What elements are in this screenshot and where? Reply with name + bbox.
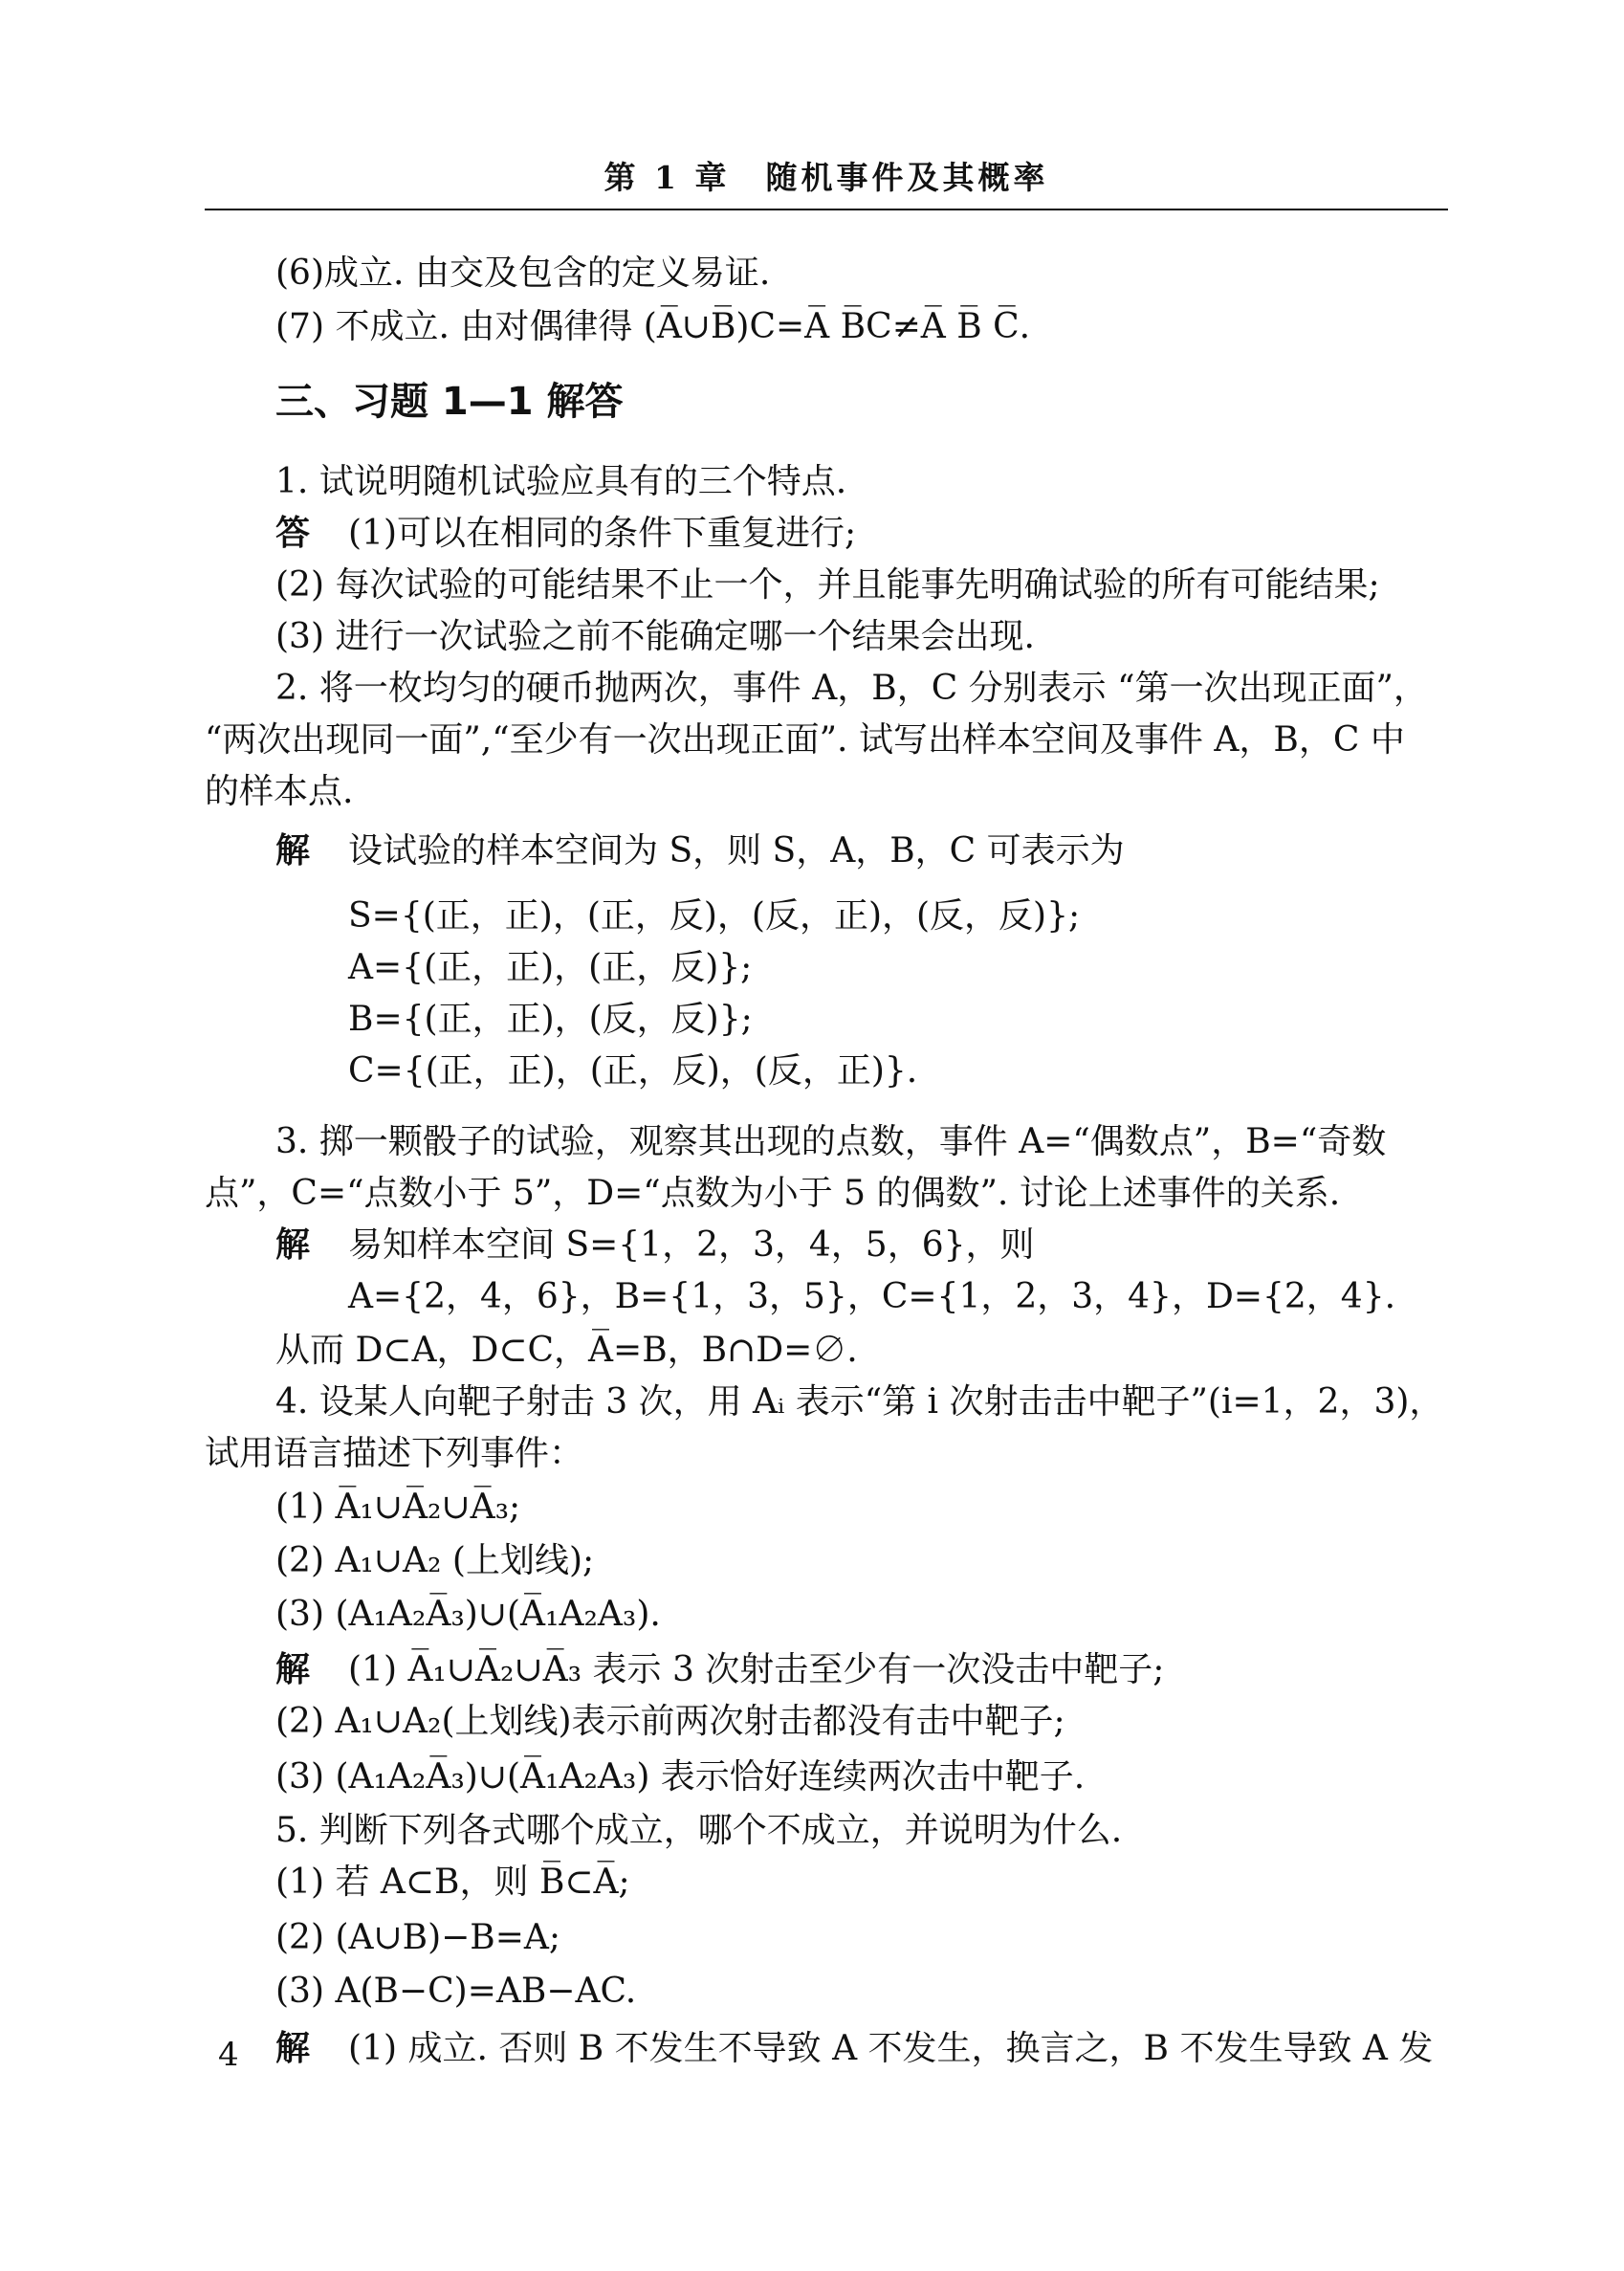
text-line: (3) (A₁A₂A̅₃)∪(A̅₁A₂A₃) 表示恰好连续两次击中靶子. (275, 1757, 1086, 1797)
solution-line (275, 1223, 1035, 1268)
solution-label: 解 (275, 1225, 311, 1265)
formula: (2) (A∪B)−B=A; (275, 1918, 561, 1957)
formula: (3) (A₁A₂A̅₃)∪(A̅₁A₂A₃). (275, 1595, 661, 1634)
question: 1. 试说明随机试验应具有的三个特点. (275, 462, 847, 501)
question: 5. 判断下列各式哪个成立，哪个不成立，并说明为什么. (275, 1811, 1123, 1850)
solution-label: 解 (275, 831, 311, 871)
question: 2. 将一枚均匀的硬币抛两次，事件 A，B，C 分别表示 “第一次出现正面”， (275, 669, 1428, 708)
text-line: (6)成立. 由交及包含的定义易证. (275, 254, 771, 293)
text-line: (2) A₁∪A₂(上划线)表示前两次射击都没有击中靶子; (275, 1702, 1065, 1741)
page-number: 4 (218, 2036, 239, 2074)
solution-line (275, 1647, 1164, 1693)
running-header: 第 1 章 随机事件及其概率 (604, 159, 1049, 196)
text-line: 点”，C=“点数小于 5”，D=“点数为小于 5 的偶数”. 讨论上述事件的关系. (205, 1174, 1341, 1213)
header-rule (205, 209, 1448, 210)
solution-text: (1) 成立. 否则 B 不发生不导致 A 不发生，换言之，B 不发生导致 A 发 (348, 2029, 1434, 2068)
solution-text: 设试验的样本空间为 S，则 S，A，B，C 可表示为 (348, 831, 1125, 871)
solution-line (275, 828, 1125, 874)
question: 4. 设某人向靶子射击 3 次，用 Aᵢ 表示“第 i 次射击击中靶子”(i=1，2，3)， (275, 1382, 1444, 1422)
formula: (3) A(B−C)=AB−AC. (275, 1972, 637, 2011)
text-line: 从而 D⊂A，D⊂C，A̅=B，B∩D=∅. (275, 1331, 858, 1370)
formula: S={(正，正)，(正，反)，(反，正)，(反，反)}; (348, 896, 1081, 936)
formula: A={(正，正)，(正，反)}; (348, 948, 753, 987)
question: 3. 掷一颗骰子的试验，观察其出现的点数，事件 A=“偶数点”，B=“奇数 (275, 1122, 1387, 1161)
formula: (1) 若 A⊂B，则 B̅⊂A̅; (275, 1863, 630, 1902)
answer-label: 答 (275, 514, 311, 553)
solution-label: 解 (275, 1650, 311, 1689)
text-line: (7) 不成立. 由对偶律得 (A̅∪B̅)C=A̅ B̅C≠A̅ B̅ C̅. (275, 307, 1031, 346)
text-line: 的样本点. (205, 772, 354, 811)
formula: (2) A₁∪A₂ (上划线); (275, 1541, 595, 1580)
formula: A={2，4，6}，B={1，3，5}，C={1，2，3，4}，D={2，4}. (348, 1277, 1396, 1316)
formula: B={(正，正)，(反，反)}; (348, 1000, 753, 1039)
solution-label: 解 (275, 2029, 311, 2068)
answer-text: (1)可以在相同的条件下重复进行; (348, 514, 857, 553)
text-line: (3) 进行一次试验之前不能确定哪一个结果会出现. (275, 617, 1035, 656)
text-line: 试用语言描述下列事件： (205, 1434, 584, 1473)
solution-text: (1) A̅₁∪A̅₂∪A̅₃ 表示 3 次射击至少有一次没击中靶子; (348, 1650, 1165, 1689)
formula: C={(正，正)，(正，反)，(反，正)}. (348, 1051, 918, 1091)
solution-text: 易知样本空间 S={1，2，3，4，5，6}，则 (348, 1225, 1035, 1265)
answer-line (275, 511, 856, 557)
formula: (1) A̅₁∪A̅₂∪A̅₃; (275, 1488, 521, 1527)
solution-line (275, 2026, 1433, 2072)
text-line: (2) 每次试验的可能结果不止一个，并且能事先明确试验的所有可能结果; (275, 565, 1380, 605)
text-line: “两次出现同一面”,“至少有一次出现正面”. 试写出样本空间及事件 A，B，C 中 (205, 720, 1405, 760)
section-heading: 三、习题 1—1 解答 (275, 380, 624, 424)
